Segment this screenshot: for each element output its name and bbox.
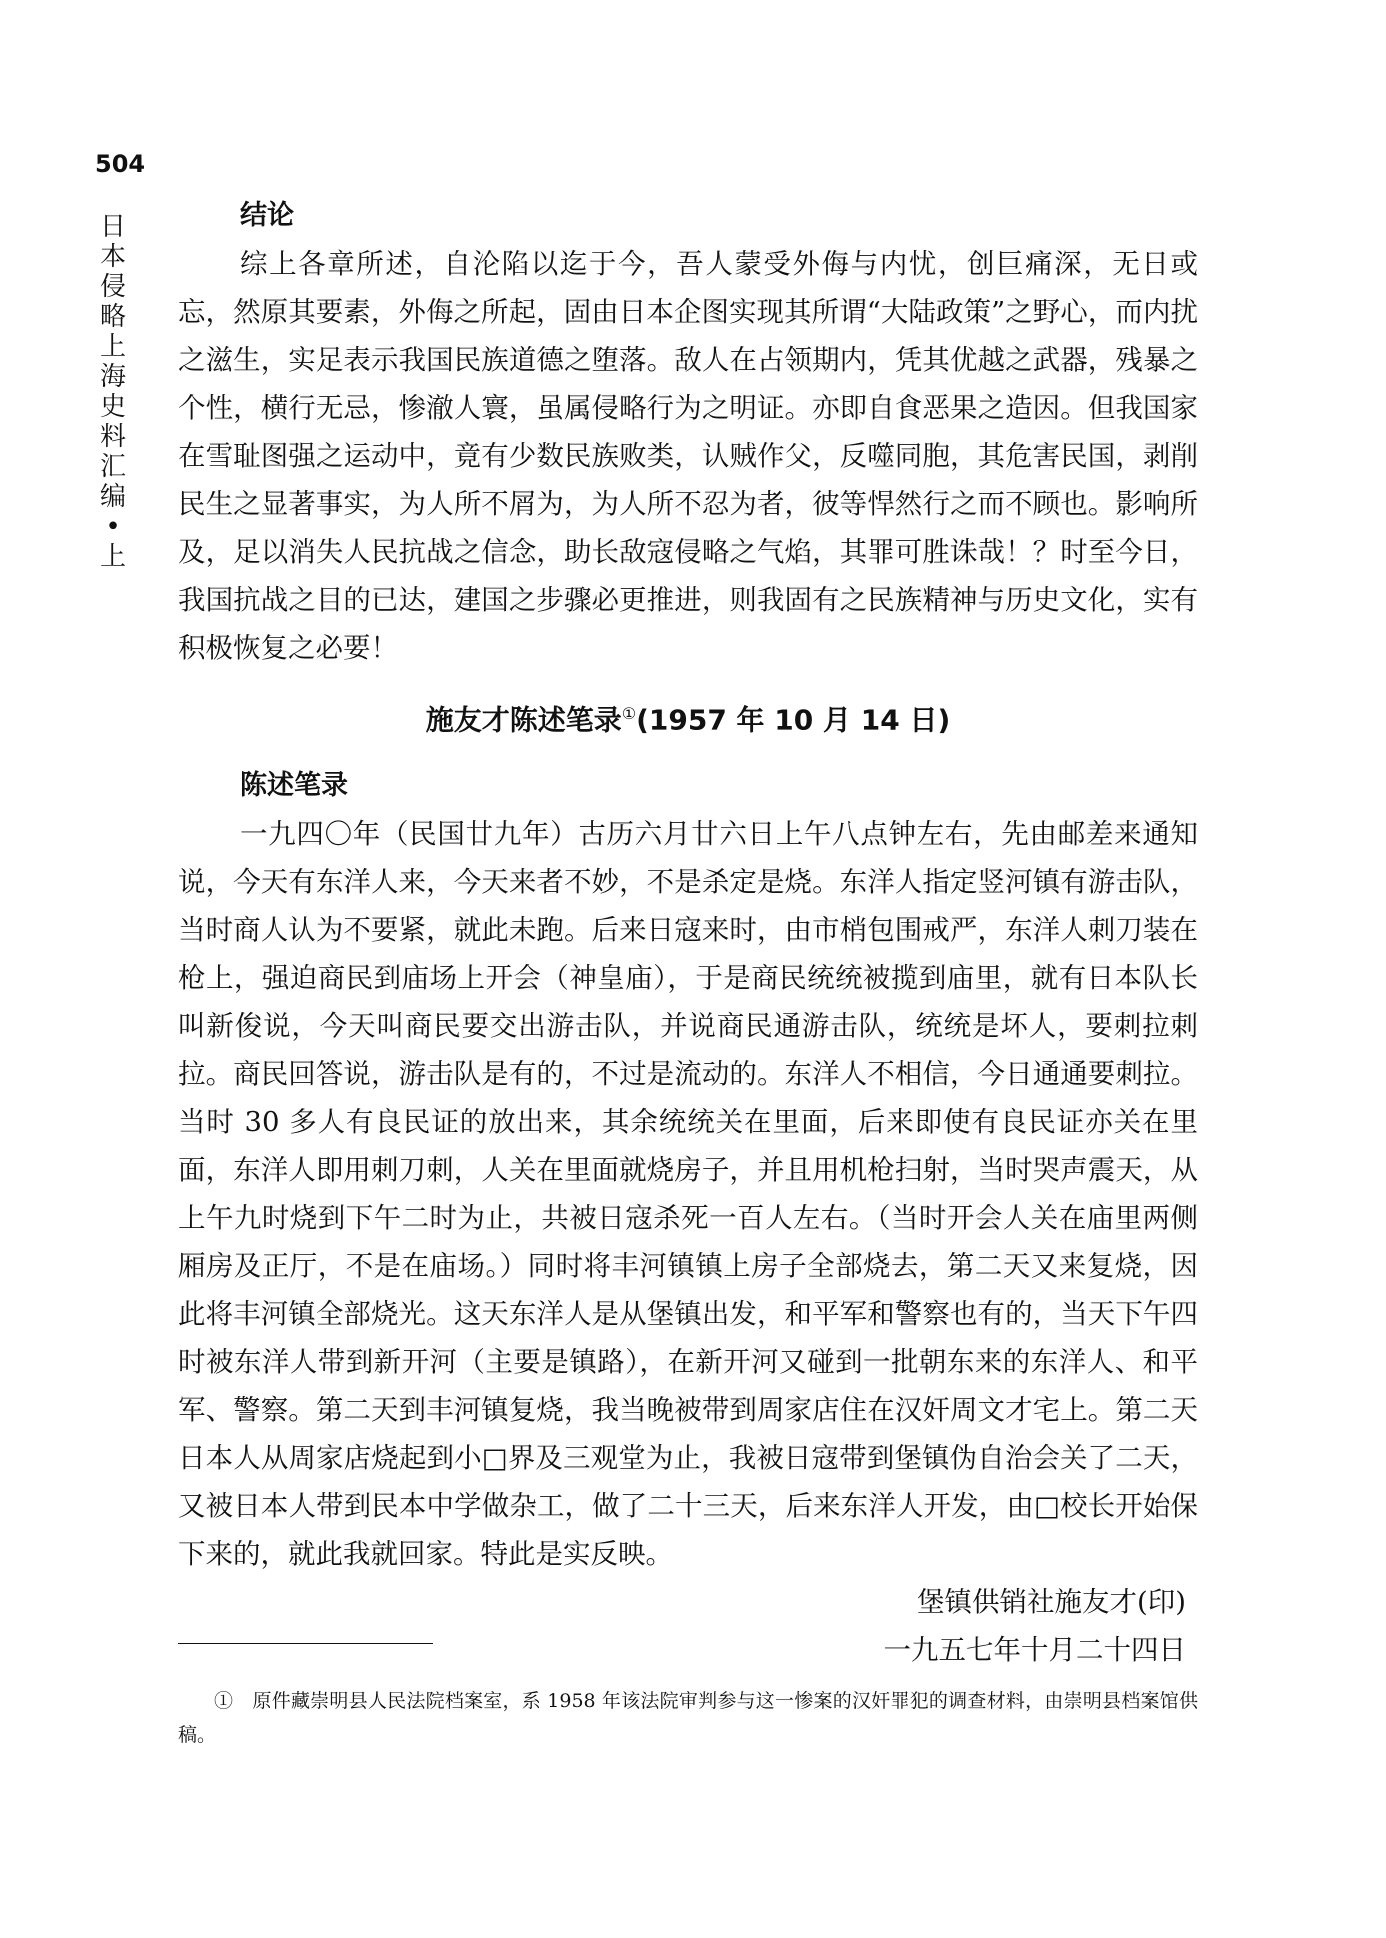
footnote-marker: ① (621, 704, 637, 723)
document-title-text: 施友才陈述笔录 (425, 703, 622, 737)
document-title (178, 690, 1198, 744)
footnote-divider (178, 1643, 433, 1644)
main-content (178, 192, 1198, 1674)
book-title: 日本侵略上海史料汇编•上 (99, 212, 126, 572)
conclusion-paragraph: 综上各章所述，自沦陷以迄于今，吾人蒙受外侮与内忧，创巨痛深，无日或忘，然原其要素，外侮之所起，固由日本企图实现其所谓“大陆政策”之野心，而内扰之滋生，实足表示我国民族道德之堕落。敌人在占领期内，凭其优越之武器，残暴之个性，横行无忌，惨澈人寰，虽属侵略行为之明证。亦即自食恶果之造因。但我国家在雪耻图强之运动中，竟有少数民族败类，认贼作父，反噬同胞，其危害民国，剥削民生之显著事实，为人所不屑为，为人所不忍为者，彼等悍然行之而不顾也。影响所及，足以消失人民抗战之信念，助长敌寇侵略之气焰，其罪可胜诛哉！？时至今日，我国抗战之目的已达，建国之步骤必更推进，则我固有之民族精神与历史文化，实有积极恢复之必要！ (178, 248, 1198, 664)
statement-paragraph: 一九四〇年（民国廿九年）古历六月廿六日上午八点钟左右，先由邮差来通知说，今天有东洋人来，今天来者不妙，不是杀定是烧。东洋人指定竖河镇有游击队，当时商人认为不要紧，就此未跑。后来日寇来时，由市梢包围戒严，东洋人刺刀装在枪上，强迫商民到庙场上开会（神皇庙），于是商民统统被揽到庙里，就有日本队长叫新俊说，今天叫商民要交出游击队，并说商民通游击队，统统是坏人，要刺拉刺拉。商民回答说，游击队是有的，不过是流动的。东洋人不相信，今日通通要刺拉。当时 30 多人有良民证的放出来，其余统统关在里面，后来即使有良民证亦关在里面，东洋人即用刺刀刺，人关在里面就烧房子，并且用机枪扫射，当时哭声震天，从上午九时烧到下午二时为止，共被日寇杀死一百人左右。（当时开会人关在庙里两侧厢房及正厅，不是在庙场。）同时将丰河镇镇上房子全部烧去，第二天又来复烧，因此将丰河镇全部烧光。这天东洋人是从堡镇出发，和平军和警察也有的，当天下午四时被东洋人带到新开河（主要是镇路），在新开河又碰到一批朝东来的东洋人、和平军、警察。第二天到丰河镇复烧，我当晚被带到周家店住在汉奸周文才宅上。第二天日本人从周家店烧起到小□界及三观堂为止，我被日寇带到堡镇伪自治会关了二天，又被日本人带到民本中学做杂工，做了二十三天，后来东洋人开发，由□校长开始保下来的，就此我就回家。特此是实反映。 (178, 818, 1198, 1571)
footnote-text: ① 原件藏崇明县人民法院档案室，系 1958 年该法院审判参与这一惨案的汉奸罪犯的调查材料，由崇明县档案馆供稿。 (178, 1690, 1198, 1746)
document-date: (1957 年 10 月 14 日) (636, 703, 951, 737)
page-number: 504 (95, 150, 146, 178)
section-heading-conclusion: 结论 (240, 200, 294, 231)
section-heading-statement: 陈述笔录 (240, 770, 348, 802)
signature: 堡镇供销社施友才(印) (917, 1586, 1186, 1619)
signature-date: 一九五七年十月二十四日 (883, 1634, 1186, 1667)
